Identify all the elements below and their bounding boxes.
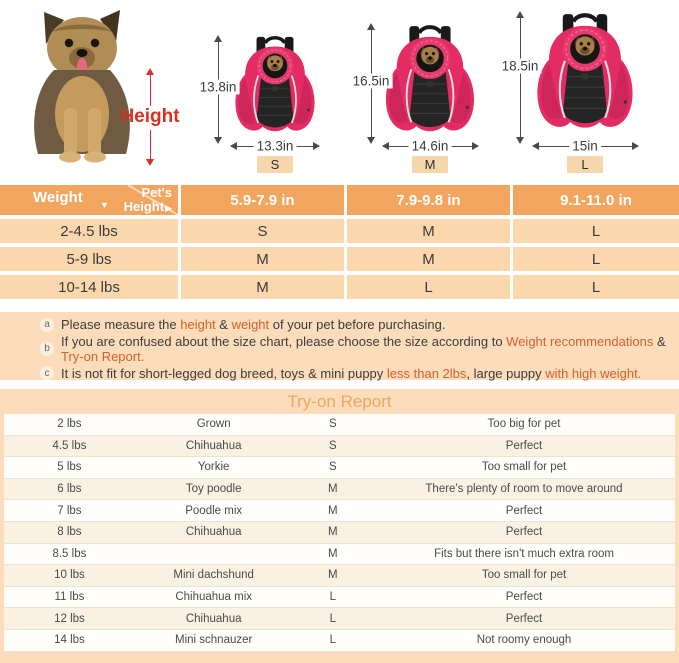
- weight-row-label: 2-4.5 lbs: [0, 219, 178, 243]
- size-cell: L: [513, 219, 679, 243]
- note-marker-b: b: [40, 342, 54, 356]
- tryon-comment: Perfect: [505, 591, 543, 604]
- tryon-report-table: [4, 414, 675, 652]
- note-a-text: [61, 317, 667, 333]
- size-chip-l: L: [567, 156, 603, 173]
- tryon-breed: Chihuahua: [185, 612, 242, 625]
- tryon-size: M: [327, 504, 338, 517]
- tryon-size: M: [327, 526, 338, 539]
- backpack-s-image: [231, 34, 319, 140]
- note-b-seg: If you are confused about the size chart, please choose the size according to: [61, 333, 507, 349]
- tryon-comment: Not roomy enough: [476, 634, 572, 647]
- column-header-height-1: 5.9-7.9 in: [181, 185, 344, 215]
- tryon-comment: Perfect: [505, 504, 543, 517]
- size-cell: S: [181, 219, 344, 243]
- note-b-text: [61, 334, 667, 365]
- height-arrow-down: [150, 130, 151, 164]
- tryon-weight: 8 lbs: [57, 526, 82, 539]
- height-axis-text: Pet's Height: [123, 185, 172, 214]
- note-b-highlight: Weight recommendations: [506, 333, 654, 349]
- size-recommendation-table: [0, 185, 679, 299]
- tryon-comment: Perfect: [505, 439, 543, 452]
- tryon-size: L: [329, 591, 336, 604]
- size-cell: L: [513, 275, 679, 299]
- weight-row-label: 10-14 lbs: [0, 275, 178, 299]
- tryon-breed: Yorkie: [197, 461, 230, 474]
- dimension-height-m: 16.5in: [350, 74, 393, 89]
- dimension-width-s: 13.3in: [254, 139, 297, 154]
- tryon-size: L: [329, 634, 336, 647]
- note-marker-a: a: [40, 318, 54, 332]
- height-axis-label: [114, 186, 172, 215]
- tryon-weight: 6 lbs: [57, 483, 82, 496]
- tryon-comment: There's plenty of room to move around: [425, 483, 623, 496]
- size-chip-s: S: [257, 156, 293, 173]
- tryon-size: L: [329, 612, 336, 625]
- tryon-size: M: [327, 483, 338, 496]
- backpack-l-image: [532, 11, 638, 138]
- tryon-comment: Too small for pet: [481, 569, 567, 582]
- height-arrow-up: [150, 70, 151, 106]
- tryon-weight: 11 lbs: [54, 591, 85, 604]
- tryon-breed: Chihuahua mix: [175, 591, 253, 604]
- notes-panel: [0, 312, 679, 380]
- tryon-weight: 2 lbs: [57, 418, 82, 431]
- dimension-width-m: 14.6in: [409, 139, 452, 154]
- height-axis-right-arrow-icon: ▶: [165, 202, 172, 213]
- tryon-comment: Fits but there isn't much extra room: [434, 547, 614, 560]
- tryon-breed: Chihuahua: [185, 526, 242, 539]
- dog-photo: [12, 6, 148, 164]
- tryon-table-row: [4, 414, 675, 436]
- size-cell: M: [347, 247, 510, 271]
- tryon-table-row: [4, 479, 675, 501]
- tryon-table-row: [4, 500, 675, 522]
- tryon-table-row: [4, 565, 675, 587]
- column-header-height-3: 9.1-11.0 in: [513, 185, 679, 215]
- tryon-table-row: [4, 522, 675, 544]
- tryon-weight: 7 lbs: [57, 504, 82, 517]
- dimension-arrow-height-l: [520, 13, 521, 142]
- note-c-seg: , large puppy: [466, 365, 546, 381]
- weight-axis-down-arrow-icon: ▼: [100, 200, 109, 210]
- tryon-weight: 10 lbs: [54, 569, 85, 582]
- note-c-highlight: less than 2lbs: [386, 365, 467, 381]
- tryon-size: S: [328, 418, 337, 431]
- size-cell: M: [347, 219, 510, 243]
- note-a-highlight: height: [180, 317, 216, 332]
- tryon-comment: Too small for pet: [481, 461, 567, 474]
- tryon-comment: Too big for pet: [487, 418, 561, 431]
- hero-section: [0, 0, 679, 182]
- tryon-breed: Toy poodle: [185, 483, 242, 496]
- note-a-seg: &: [215, 317, 232, 332]
- size-cell: M: [181, 247, 344, 271]
- table-corner-cell: [0, 185, 178, 215]
- note-c: [40, 366, 667, 382]
- tryon-breed: Mini schnauzer: [175, 634, 253, 647]
- note-a-seg: Please measure the: [61, 317, 181, 332]
- weight-axis-label: Weight: [33, 189, 83, 206]
- column-header-height-2: 7.9-9.8 in: [347, 185, 510, 215]
- note-b: [40, 334, 667, 365]
- backpack-m-image: [381, 23, 479, 141]
- tryon-weight: 8.5 lbs: [52, 547, 87, 560]
- tryon-breed: Grown: [196, 418, 231, 431]
- tryon-breed: Chihuahua: [185, 439, 242, 452]
- note-c-highlight: with high weight.: [545, 365, 642, 381]
- size-cell: L: [347, 275, 510, 299]
- tryon-weight: 4.5 lbs: [52, 439, 87, 452]
- tryon-breed: Poodle mix: [185, 504, 243, 517]
- tryon-comment: Perfect: [505, 612, 543, 625]
- dimension-width-l: 15in: [569, 139, 601, 154]
- tryon-breed: Mini dachshund: [173, 569, 254, 582]
- tryon-weight: 5 lbs: [57, 461, 82, 474]
- note-a-seg: of your pet before purchasing.: [269, 317, 446, 332]
- tryon-size: S: [328, 439, 337, 452]
- note-c-seg: It is not fit for short-legged dog breed, toys & mini puppy: [61, 365, 387, 381]
- size-cell: L: [513, 247, 679, 271]
- tryon-weight: 14 lbs: [54, 634, 85, 647]
- tryon-table-row: [4, 608, 675, 630]
- tryon-table-row: [4, 544, 675, 566]
- size-cell: M: [181, 275, 344, 299]
- tryon-size: S: [328, 461, 337, 474]
- tryon-table-row: [4, 457, 675, 479]
- tryon-report-title: Try-on Report: [287, 392, 392, 411]
- weight-row-label: 5-9 lbs: [0, 247, 178, 271]
- tryon-report-section: [0, 389, 679, 663]
- note-b-highlight: Try-on Report.: [61, 349, 145, 364]
- tryon-table-row: [4, 436, 675, 458]
- note-a: [40, 317, 667, 333]
- note-marker-c: c: [40, 366, 54, 380]
- tryon-size: M: [327, 569, 338, 582]
- note-c-text: [61, 366, 667, 382]
- note-b-seg: &: [653, 333, 666, 349]
- dimension-height-s: 13.8in: [197, 80, 240, 95]
- dimension-height-l: 18.5in: [499, 59, 542, 74]
- size-chip-m: M: [412, 156, 448, 173]
- height-label: Height: [120, 106, 180, 127]
- note-a-highlight: weight: [231, 317, 270, 332]
- tryon-size: M: [327, 547, 338, 560]
- tryon-table-row: [4, 587, 675, 609]
- tryon-weight: 12 lbs: [54, 612, 85, 625]
- tryon-table-row: [4, 630, 675, 652]
- tryon-comment: Perfect: [505, 526, 543, 539]
